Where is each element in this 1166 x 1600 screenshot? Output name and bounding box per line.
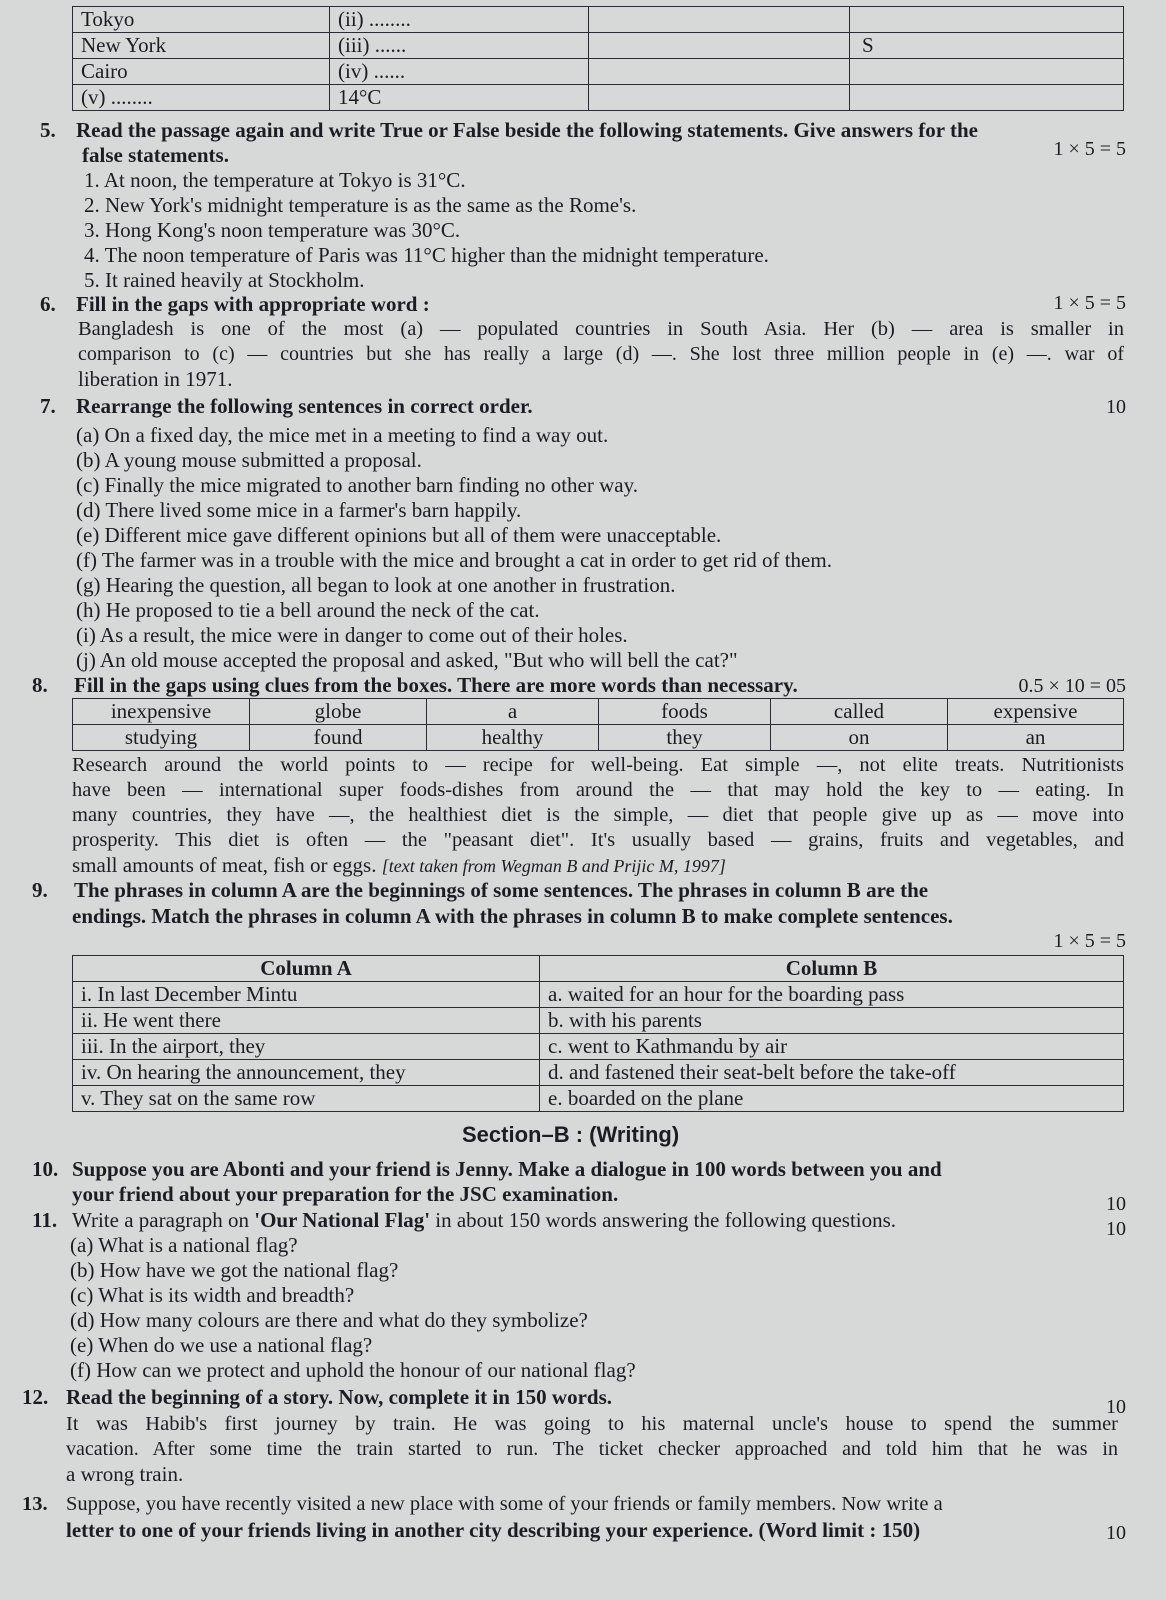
column-a-cell: iii. In the airport, they bbox=[73, 1034, 540, 1060]
table-cell bbox=[589, 7, 850, 33]
q8-passage-line: have been — international super foods-dishes from around the — that may hold the key to — eating. In bbox=[72, 779, 1124, 801]
word-box-cell: expensive bbox=[948, 699, 1124, 725]
table-cell: (iii) ...... bbox=[330, 33, 589, 59]
table-cell: Cairo bbox=[73, 59, 330, 85]
column-b-cell: d. and fastened their seat-belt before the take-off bbox=[540, 1060, 1124, 1086]
table-cell: Tokyo bbox=[73, 7, 330, 33]
q8-passage-line: prosperity. This diet is often — the "peasant diet". It's usually based — grains, fruits and vegetables, and bbox=[72, 829, 1124, 851]
word-box-cell: called bbox=[771, 699, 948, 725]
q11-item: (d) How many colours are there and what do they symbolize? bbox=[70, 1308, 588, 1332]
q5-item: 2. New York's midnight temperature is as the same as the Rome's. bbox=[84, 193, 637, 217]
q13-heading bbox=[22, 1492, 943, 1517]
q13-number: 13. bbox=[22, 1493, 48, 1515]
q12-marks: 10 bbox=[1106, 1396, 1126, 1418]
column-b-cell: a. waited for an hour for the boarding pass bbox=[540, 982, 1124, 1008]
q7-number: 7. bbox=[40, 394, 56, 418]
q13-marks: 10 bbox=[1106, 1522, 1126, 1544]
q10-line1: Suppose you are Abonti and your friend is Jenny. Make a dialogue in 100 words between you and bbox=[72, 1157, 942, 1181]
column-b-cell: e. boarded on the plane bbox=[540, 1086, 1124, 1112]
section-b-title: Section–B : (Writing) bbox=[462, 1122, 680, 1147]
q12-line: It was Habib's first journey by train. He was going to his maternal uncle's house to spend the summer bbox=[66, 1413, 1118, 1435]
q6-line: comparison to (c) — countries but she has really a large (d) —. She lost three million people in (e) —. war of bbox=[78, 343, 1124, 365]
q9-marks: 1 × 5 = 5 bbox=[1053, 930, 1126, 952]
q7-item: (c) Finally the mice migrated to another barn finding no other way. bbox=[76, 473, 638, 497]
q12-heading bbox=[22, 1385, 612, 1410]
q9-number: 9. bbox=[32, 878, 48, 902]
q8-heading bbox=[32, 673, 798, 698]
table-cell: 14°C bbox=[330, 85, 589, 111]
q9-line1: The phrases in column A are the beginnings of some sentences. The phrases in column B are the bbox=[74, 878, 929, 902]
q6-heading-text: Fill in the gaps with appropriate word : bbox=[76, 292, 430, 316]
q7-item: (b) A young mouse submitted a proposal. bbox=[76, 448, 422, 472]
q9-heading bbox=[32, 878, 928, 903]
q12-line: vacation. After some time the train started to run. The ticket checker approached and told him that he was in bbox=[66, 1438, 1118, 1460]
q8-marks: 0.5 × 10 = 05 bbox=[1018, 675, 1126, 697]
q8-passage-last bbox=[72, 853, 726, 879]
q11-marks: 10 bbox=[1106, 1218, 1126, 1240]
table-cell bbox=[850, 85, 1124, 111]
column-b-cell: b. with his parents bbox=[540, 1008, 1124, 1034]
q11-item: (f) How can we protect and uphold the honour of our national flag? bbox=[70, 1358, 636, 1382]
q6-number: 6. bbox=[40, 292, 56, 316]
q7-heading-text: Rearrange the following sentences in correct order. bbox=[76, 394, 533, 418]
q6-line: liberation in 1971. bbox=[78, 367, 233, 391]
q7-item: (i) As a result, the mice were in danger to come out of their holes. bbox=[76, 623, 628, 647]
q5-number: 5. bbox=[40, 118, 56, 142]
q8-last-line: small amounts of meat, fish or eggs. bbox=[72, 853, 377, 877]
q7-item: (f) The farmer was in a trouble with the mice and brought a cat in order to get rid of them. bbox=[76, 548, 832, 572]
q10-heading bbox=[32, 1157, 942, 1182]
q11-item: (a) What is a national flag? bbox=[70, 1233, 298, 1257]
q7-item: (h) He proposed to tie a bell around the neck of the cat. bbox=[76, 598, 540, 622]
table-cell: (iv) ...... bbox=[330, 59, 589, 85]
q7-item: (d) There lived some mice in a farmer's barn happily. bbox=[76, 498, 522, 522]
table-cell bbox=[589, 33, 850, 59]
q12-heading-text: Read the beginning of a story. Now, complete it in 150 words. bbox=[66, 1385, 612, 1409]
q5-item: 5. It rained heavily at Stockholm. bbox=[84, 268, 365, 292]
word-box-cell: studying bbox=[73, 725, 250, 751]
table-cell bbox=[589, 59, 850, 85]
q11-heading bbox=[32, 1208, 896, 1233]
q8-number: 8. bbox=[32, 673, 48, 697]
q8-source: [text taken from Wegman B and Prijic M, 1997] bbox=[381, 856, 726, 876]
table-cell: S bbox=[850, 33, 1124, 59]
q8-heading-text: Fill in the gaps using clues from the boxes. There are more words than necessary. bbox=[74, 673, 798, 697]
q11-item: (c) What is its width and breadth? bbox=[70, 1283, 355, 1307]
q7-item: (j) An old mouse accepted the proposal and asked, "But who will bell the cat?" bbox=[76, 648, 738, 672]
column-b-cell: c. went to Kathmandu by air bbox=[540, 1034, 1124, 1060]
temperature-table bbox=[72, 6, 1124, 111]
q5-heading-cont: false statements. bbox=[82, 143, 229, 167]
q5-marks: 1 × 5 = 5 bbox=[1053, 138, 1126, 160]
q5-item: 4. The noon temperature of Paris was 11°C higher than the midnight temperature. bbox=[84, 243, 769, 267]
q10-marks: 10 bbox=[1106, 1193, 1126, 1215]
q12-number: 12. bbox=[22, 1385, 49, 1409]
q5-item: 3. Hong Kong's noon temperature was 30°C. bbox=[84, 218, 461, 242]
q5-heading bbox=[40, 118, 978, 143]
q7-item: (a) On a fixed day, the mice met in a meeting to find a way out. bbox=[76, 423, 609, 447]
table-cell: New York bbox=[73, 33, 330, 59]
q8-passage-line: many countries, they have —, the healthiest diet is the simple, — diet that people give up as — move into bbox=[72, 804, 1124, 826]
q5-line1: Read the passage again and write True or False beside the following statements. Give answers for the bbox=[76, 118, 978, 142]
word-box-cell: globe bbox=[250, 699, 427, 725]
q10-heading-cont: your friend about your preparation for the JSC examination. bbox=[72, 1182, 619, 1206]
word-box-cell: they bbox=[599, 725, 771, 751]
q10-number: 10. bbox=[32, 1157, 59, 1181]
word-box-cell: a bbox=[427, 699, 599, 725]
q5-item: 1. At noon, the temperature at Tokyo is 31°C. bbox=[84, 168, 466, 192]
q11-heading-post: in about 150 words answering the following questions. bbox=[430, 1208, 897, 1232]
q9-heading-cont: endings. Match the phrases in column A with the phrases in column B to make complete sentences. bbox=[72, 904, 953, 928]
match-table bbox=[72, 955, 1124, 1112]
q11-number: 11. bbox=[32, 1208, 58, 1232]
q7-item: (e) Different mice gave different opinions but all of them were unacceptable. bbox=[76, 523, 722, 547]
q11-topic: 'Our National Flag' bbox=[254, 1208, 431, 1232]
q7-item: (g) Hearing the question, all began to look at one another in frustration. bbox=[76, 573, 676, 597]
q6-marks: 1 × 5 = 5 bbox=[1053, 292, 1126, 314]
table-cell bbox=[850, 7, 1124, 33]
word-box-cell: an bbox=[948, 725, 1124, 751]
table-cell: (v) ........ bbox=[73, 85, 330, 111]
column-a-cell: v. They sat on the same row bbox=[73, 1086, 540, 1112]
q7-marks: 10 bbox=[1106, 396, 1126, 418]
q11-item: (b) How have we got the national flag? bbox=[70, 1258, 399, 1282]
q8-passage-line: Research around the world points to — recipe for well-being. Eat simple —, not elite treats. Nutritionists bbox=[72, 754, 1124, 776]
column-b-header: Column B bbox=[540, 956, 1124, 982]
table-cell bbox=[850, 59, 1124, 85]
q6-line: Bangladesh is one of the most (a) — populated countries in South Asia. Her (b) — area is smaller in bbox=[78, 318, 1124, 340]
word-box-cell: foods bbox=[599, 699, 771, 725]
q13-heading-cont: letter to one of your friends living in another city describing your experience. (Word limit : 150) bbox=[66, 1518, 921, 1542]
table-cell bbox=[589, 85, 850, 111]
word-box-cell: found bbox=[250, 725, 427, 751]
column-a-cell: ii. He went there bbox=[73, 1008, 540, 1034]
q7-heading bbox=[40, 394, 533, 419]
word-box-cell: on bbox=[771, 725, 948, 751]
q11-item: (e) When do we use a national flag? bbox=[70, 1333, 373, 1357]
column-a-cell: i. In last December Mintu bbox=[73, 982, 540, 1008]
word-box-cell: inexpensive bbox=[73, 699, 250, 725]
word-box-table bbox=[72, 698, 1124, 751]
column-a-cell: iv. On hearing the announcement, they bbox=[73, 1060, 540, 1086]
q12-line: a wrong train. bbox=[66, 1462, 184, 1486]
column-a-header: Column A bbox=[73, 956, 540, 982]
q6-heading bbox=[40, 292, 430, 317]
q11-heading-pre: Write a paragraph on bbox=[72, 1208, 255, 1232]
table-cell: (ii) ........ bbox=[330, 7, 589, 33]
q13-line1: Suppose, you have recently visited a new place with some of your friends or family members. Now write a bbox=[66, 1493, 943, 1515]
word-box-cell: healthy bbox=[427, 725, 599, 751]
